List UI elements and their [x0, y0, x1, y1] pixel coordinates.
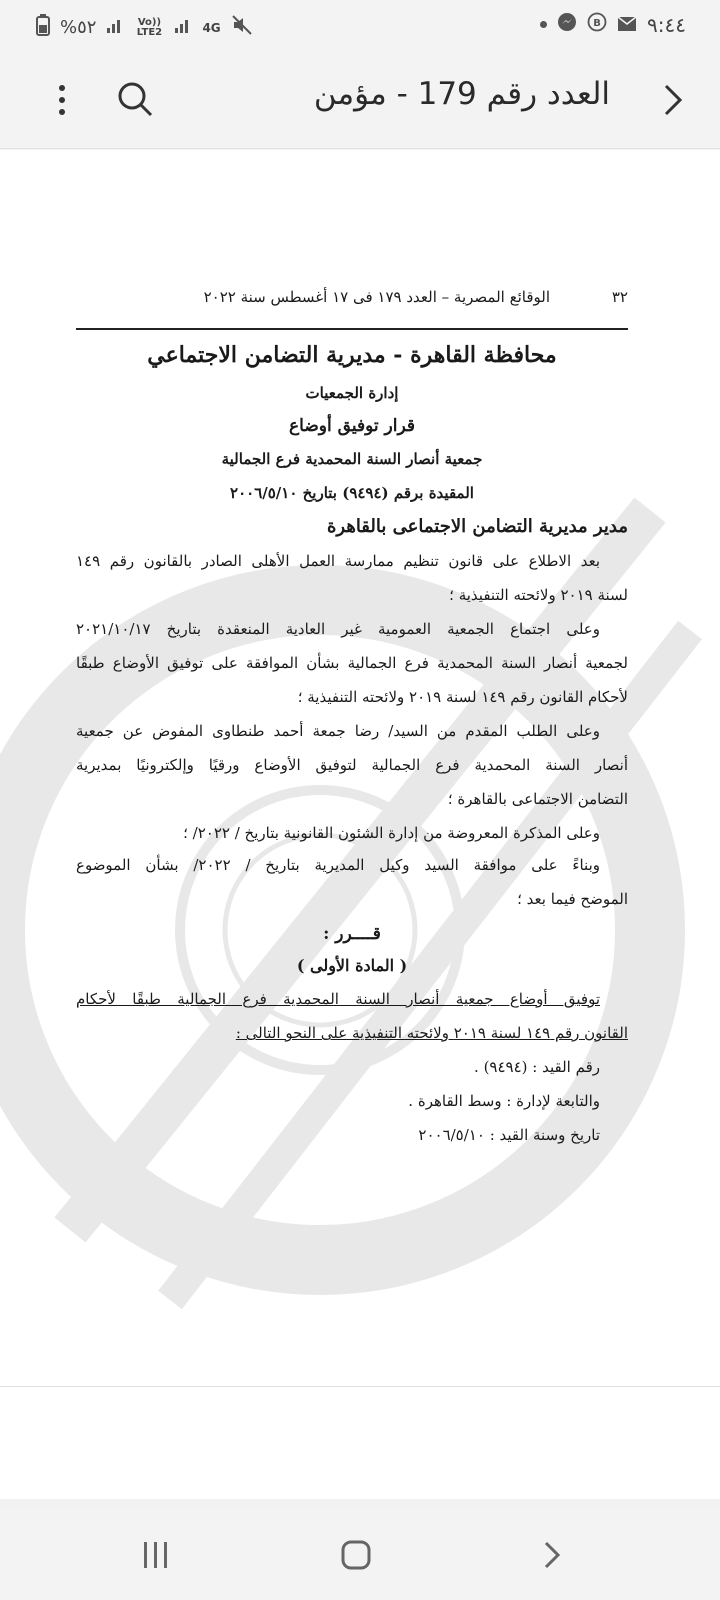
mail-icon	[617, 13, 637, 37]
more-vert-icon	[50, 80, 74, 120]
back-nav-button[interactable]	[540, 1540, 564, 1574]
signal-icon-2	[174, 16, 192, 39]
body-line: وبناءً على موافقة السيد وكيل المديرية بتاريخ / ٢٠٢٢/ بشأن الموضوع	[76, 856, 600, 874]
next-page-area	[0, 1386, 720, 1499]
body-line: وعلى الطلب المقدم من السيد/ رضا جمعة أحمد طنطاوى المفوض عن جمعية	[76, 722, 600, 740]
main-title: محافظة القاهرة - مديرية التضامن الاجتماعي	[147, 342, 557, 368]
detail-line: والتابعة لإدارة : وسط القاهرة .	[408, 1092, 600, 1110]
recent-apps-icon	[140, 1540, 172, 1570]
body-line: وعلى اجتماع الجمعية العمومية غير العادية المنعقدة بتاريخ ٢٠٢١/١٠/١٧	[76, 620, 600, 638]
body-line: التضامن الاجتماعى بالقاهرة ؛	[447, 790, 628, 808]
home-button[interactable]	[340, 1540, 372, 1574]
department-heading: إدارة الجمعيات	[305, 384, 399, 402]
detail-line: تاريخ وسنة القيد : ٢٠٠٦/٥/١٠	[418, 1126, 600, 1144]
detail-line: رقم القيد : (٩٤٩٤) .	[474, 1058, 600, 1076]
messenger-icon	[557, 12, 577, 37]
decides-heading: قــــرر :	[323, 924, 381, 944]
b-icon	[587, 12, 607, 37]
network-label: Vo)) LTE2	[136, 16, 163, 38]
status-bar	[0, 0, 720, 52]
running-header	[76, 288, 628, 316]
chevron-icon	[654, 78, 690, 122]
body-line: بعد الاطلاع على قانون تنظيم ممارسة العمل الأهلى الصادر بالقانون رقم ١٤٩	[76, 552, 600, 570]
search-icon	[114, 78, 156, 120]
article-title: ( المادة الأولى )	[296, 956, 408, 975]
dot-icon	[540, 21, 547, 28]
body-line: لأحكام القانون رقم ١٤٩ لسنة ٢٠١٩ ولائحته التنفيذية ؛	[297, 688, 628, 706]
association-name: جمعية أنصار السنة المحمدية فرع الجمالية	[221, 450, 483, 468]
body-line: لسنة ٢٠١٩ ولائحته التنفيذية ؛	[449, 586, 628, 604]
body-line: وعلى المذكرة المعروضة من إدارة الشئون القانونية بتاريخ / ٢٠٢٢/ ؛	[183, 824, 600, 842]
clock: ٩:٤٤	[647, 12, 686, 37]
document-page[interactable]	[0, 150, 720, 1386]
page-title: العدد رقم 179 - مؤمن	[313, 76, 610, 112]
svg-text:B: B	[593, 18, 601, 29]
body-line: لجمعية أنصار السنة المحمدية فرع الجمالية بشأن الموافقة على توفيق الأوضاع طبقًا	[76, 654, 628, 672]
home-icon	[340, 1540, 372, 1570]
director-heading: مدير مديرية التضامن الاجتماعى بالقاهرة	[326, 516, 628, 537]
system-nav-bar	[0, 1510, 720, 1600]
running-header-text: الوقائع المصرية – العدد ١٧٩ فى ١٧ أغسطس سنة ٢٠٢٢	[203, 288, 550, 306]
overflow-menu-button[interactable]	[50, 80, 74, 120]
article-line: القانون رقم ١٤٩ لسنة ٢٠١٩ ولائحته التنفيذية على النحو التالى :	[235, 1024, 628, 1042]
body-line: الموضح فيما بعد ؛	[517, 890, 628, 908]
signal-icon	[106, 16, 124, 39]
battery-percent: %٥٢	[60, 17, 97, 38]
battery-icon	[36, 14, 50, 41]
mute-icon	[231, 14, 253, 41]
search-button[interactable]	[114, 78, 156, 120]
back-button[interactable]	[654, 78, 690, 122]
page-number: ٣٢	[611, 288, 628, 306]
decision-title: قرار توفيق أوضاع	[289, 416, 415, 436]
body-line: أنصار السنة المحمدية فرع الجمالية لتوفيق الأوضاع ورقيًا وإلكترونيًا بمديرية	[76, 756, 628, 774]
status-left-group	[36, 14, 253, 41]
status-right-group	[540, 12, 686, 37]
recent-apps-button[interactable]	[140, 1540, 172, 1574]
registration-line: المقيدة برقم (٩٤٩٤) بتاريخ ٢٠٠٦/٥/١٠	[230, 484, 474, 502]
article-line: توفيق أوضاع جمعية أنصار السنة المحمدية فرع الجمالية طبقًا لأحكام	[76, 990, 600, 1008]
back-icon	[540, 1540, 564, 1570]
watermark-seal	[0, 370, 720, 1330]
header-divider	[76, 328, 628, 330]
app-bar	[0, 52, 720, 149]
network-type: 4G	[202, 20, 221, 35]
